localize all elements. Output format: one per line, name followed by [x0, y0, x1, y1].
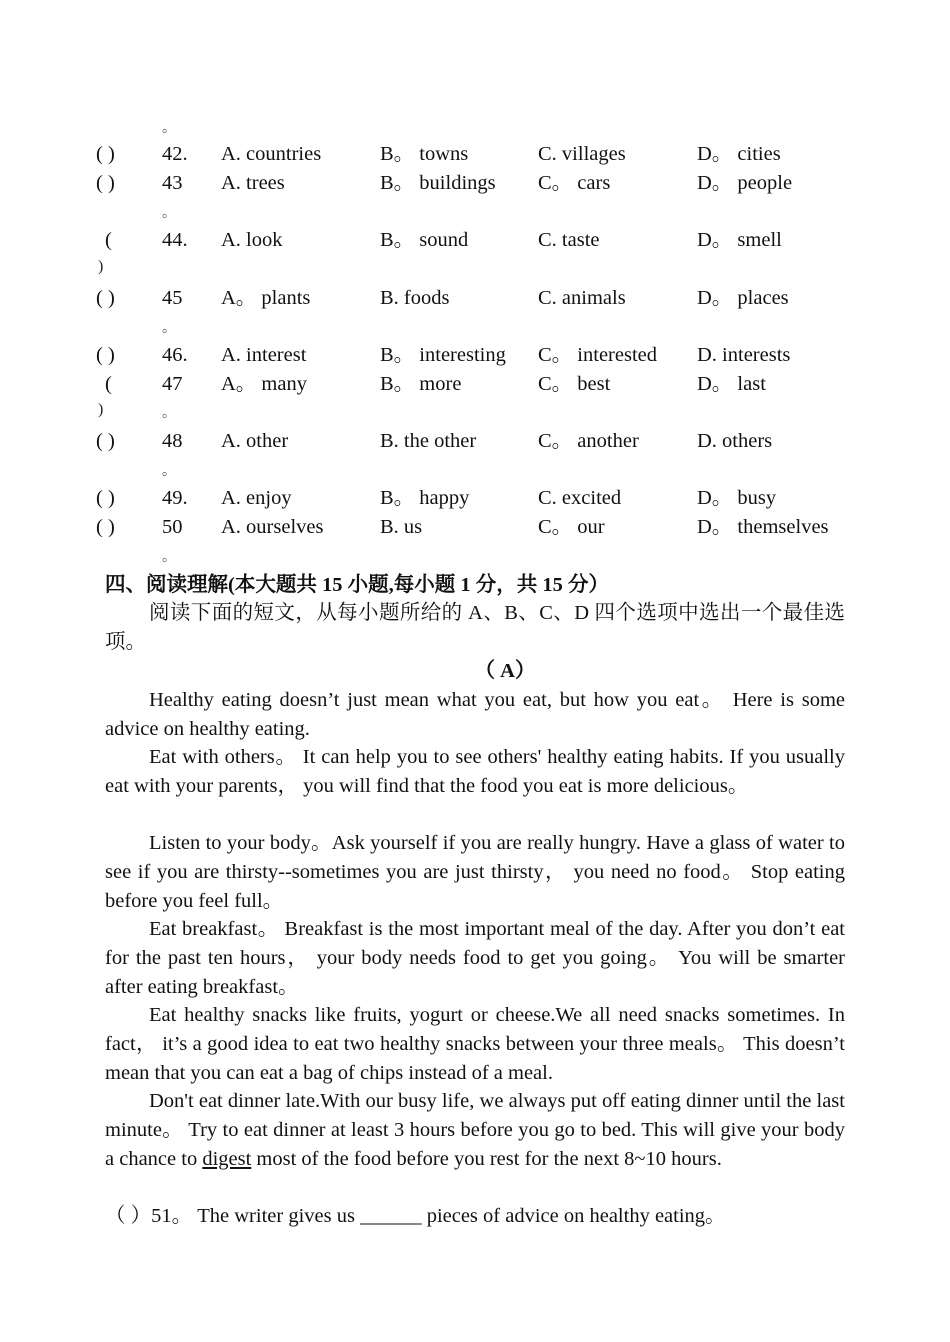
question-number: 50 — [162, 516, 183, 538]
option-a: A. other — [221, 430, 289, 452]
option-d: D。 busy — [697, 487, 777, 509]
stray-close-paren: ) — [98, 401, 104, 418]
passage-paragraph-1: Healthy eating doesn’t just mean what you eat, but how you eat。 Here is some advice on healthy eating. — [105, 689, 845, 740]
stray-close-paren: ) — [98, 258, 104, 275]
option-d: D. others — [697, 430, 773, 452]
answer-paren: ( ) — [96, 287, 115, 309]
question-row-49 — [0, 484, 950, 513]
section-heading: 四、阅读理解(本大题共 15 小题,每小题 1 分，共 15 分） — [105, 574, 609, 596]
option-b: B. foods — [380, 287, 450, 309]
question-number: 42. — [162, 143, 188, 165]
question-number: 45 — [162, 287, 183, 309]
option-d: D。 places — [697, 287, 789, 309]
option-a: A. ourselves — [221, 516, 324, 538]
answer-paren: ( ) — [96, 430, 115, 452]
question-51: （ ）51。 The writer gives us ______ pieces of advice on healthy eating。 — [105, 1205, 726, 1227]
option-a: A. trees — [221, 172, 285, 194]
question-row-42 — [0, 140, 950, 169]
option-c: C。 another — [538, 430, 639, 452]
question-number: 47 — [162, 373, 183, 395]
option-a: A。 plants — [221, 287, 311, 309]
stray-dot: 。 — [162, 206, 176, 221]
option-c: C。 interested — [538, 344, 657, 366]
option-c: C。 our — [538, 516, 605, 538]
passage-paragraph-6 — [105, 1087, 845, 1173]
option-d: D。 last — [697, 373, 766, 395]
question-row-43 — [0, 169, 950, 198]
question-number: 46. — [162, 344, 188, 366]
passage-label: （ A） — [474, 660, 536, 682]
passage-paragraph-2: Eat with others。 It can help you to see others' healthy eating habits. If you usually eat with your parents， you will find that the food you eat is more delicious。 — [105, 746, 845, 797]
option-c: C. villages — [538, 143, 626, 165]
passage-paragraph-3: Listen to your body。Ask yourself if you are really hungry. Have a glass of water to see if you are thirsty--sometimes you are just thirsty， you need no food。 Stop eating before you feel full。 — [105, 832, 845, 912]
answer-paren: ( ) — [96, 172, 115, 194]
stray-dot: 。 — [162, 550, 176, 565]
stray-dot: 。 — [162, 121, 176, 136]
section-instruction: 阅读下面的短文，从每小题所给的 A、B、C、D 四个选项中选出一个最佳选项。 — [105, 602, 845, 653]
paragraph-text: most of the food before you rest for the next 8~10 hours. — [251, 1147, 722, 1170]
option-a: A. look — [221, 229, 283, 251]
answer-paren: ( ) — [96, 143, 115, 165]
option-a: A。 many — [221, 373, 307, 395]
option-d: D。 themselves — [697, 516, 829, 538]
question-row-47 — [0, 370, 950, 399]
option-a: A. interest — [221, 344, 307, 366]
option-b: B。 more — [380, 373, 462, 395]
answer-paren: ( ) — [96, 344, 115, 366]
question-row-44 — [0, 226, 950, 255]
option-b: B。 sound — [380, 229, 469, 251]
option-a: A. countries — [221, 143, 322, 165]
question-number: 48 — [162, 430, 183, 452]
question-row-48 — [0, 427, 950, 456]
stray-dot: 。 — [162, 406, 176, 421]
question-row-50 — [0, 513, 950, 542]
question-row-46 — [0, 341, 950, 370]
question-number: 43 — [162, 172, 183, 194]
option-c: C. taste — [538, 229, 600, 251]
option-d: D。 cities — [697, 143, 781, 165]
passage-paragraph-4: Eat breakfast。 Breakfast is the most important meal of the day. After you don’t eat for the past ten hours， your body needs food to get you going。 You will be smarter after eating breakfast。 — [105, 918, 845, 998]
option-c: C。 cars — [538, 172, 611, 194]
option-b: B。 interesting — [380, 344, 506, 366]
underlined-word: digest — [202, 1147, 252, 1170]
passage-paragraph-5: Eat healthy snacks like fruits, yogurt or cheese.We all need snacks sometimes. In fact， it’s a good idea to eat two healthy snacks between your three meals。 This doesn’t mean that you can eat a bag of chips instead of a meal. — [105, 1004, 845, 1084]
question-number: 49. — [162, 487, 188, 509]
option-b: B。 towns — [380, 143, 469, 165]
question-number: 44. — [162, 229, 188, 251]
answer-paren: ( — [105, 373, 112, 395]
stray-dot: 。 — [162, 321, 176, 336]
option-b: B. the other — [380, 430, 477, 452]
answer-paren: ( ) — [96, 516, 115, 538]
option-d: D。 smell — [697, 229, 782, 251]
option-b: B. us — [380, 516, 423, 538]
option-d: D. interests — [697, 344, 791, 366]
option-b: B。 happy — [380, 487, 470, 509]
option-c: C. animals — [538, 287, 626, 309]
option-b: B。 buildings — [380, 172, 496, 194]
option-c: C。 best — [538, 373, 611, 395]
answer-paren: ( ) — [96, 487, 115, 509]
option-c: C. excited — [538, 487, 622, 509]
stray-dot: 。 — [162, 464, 176, 479]
question-row-45 — [0, 284, 950, 313]
paragraph-text: Don't eat dinner late.With our busy life, we always put off eating dinner until the last minute。 Try to eat dinner at least 3 hours before you go to bed. This will give your body a chance to — [105, 1090, 845, 1170]
option-a: A. enjoy — [221, 487, 292, 509]
answer-paren: ( — [105, 229, 112, 251]
option-d: D。 people — [697, 172, 793, 194]
